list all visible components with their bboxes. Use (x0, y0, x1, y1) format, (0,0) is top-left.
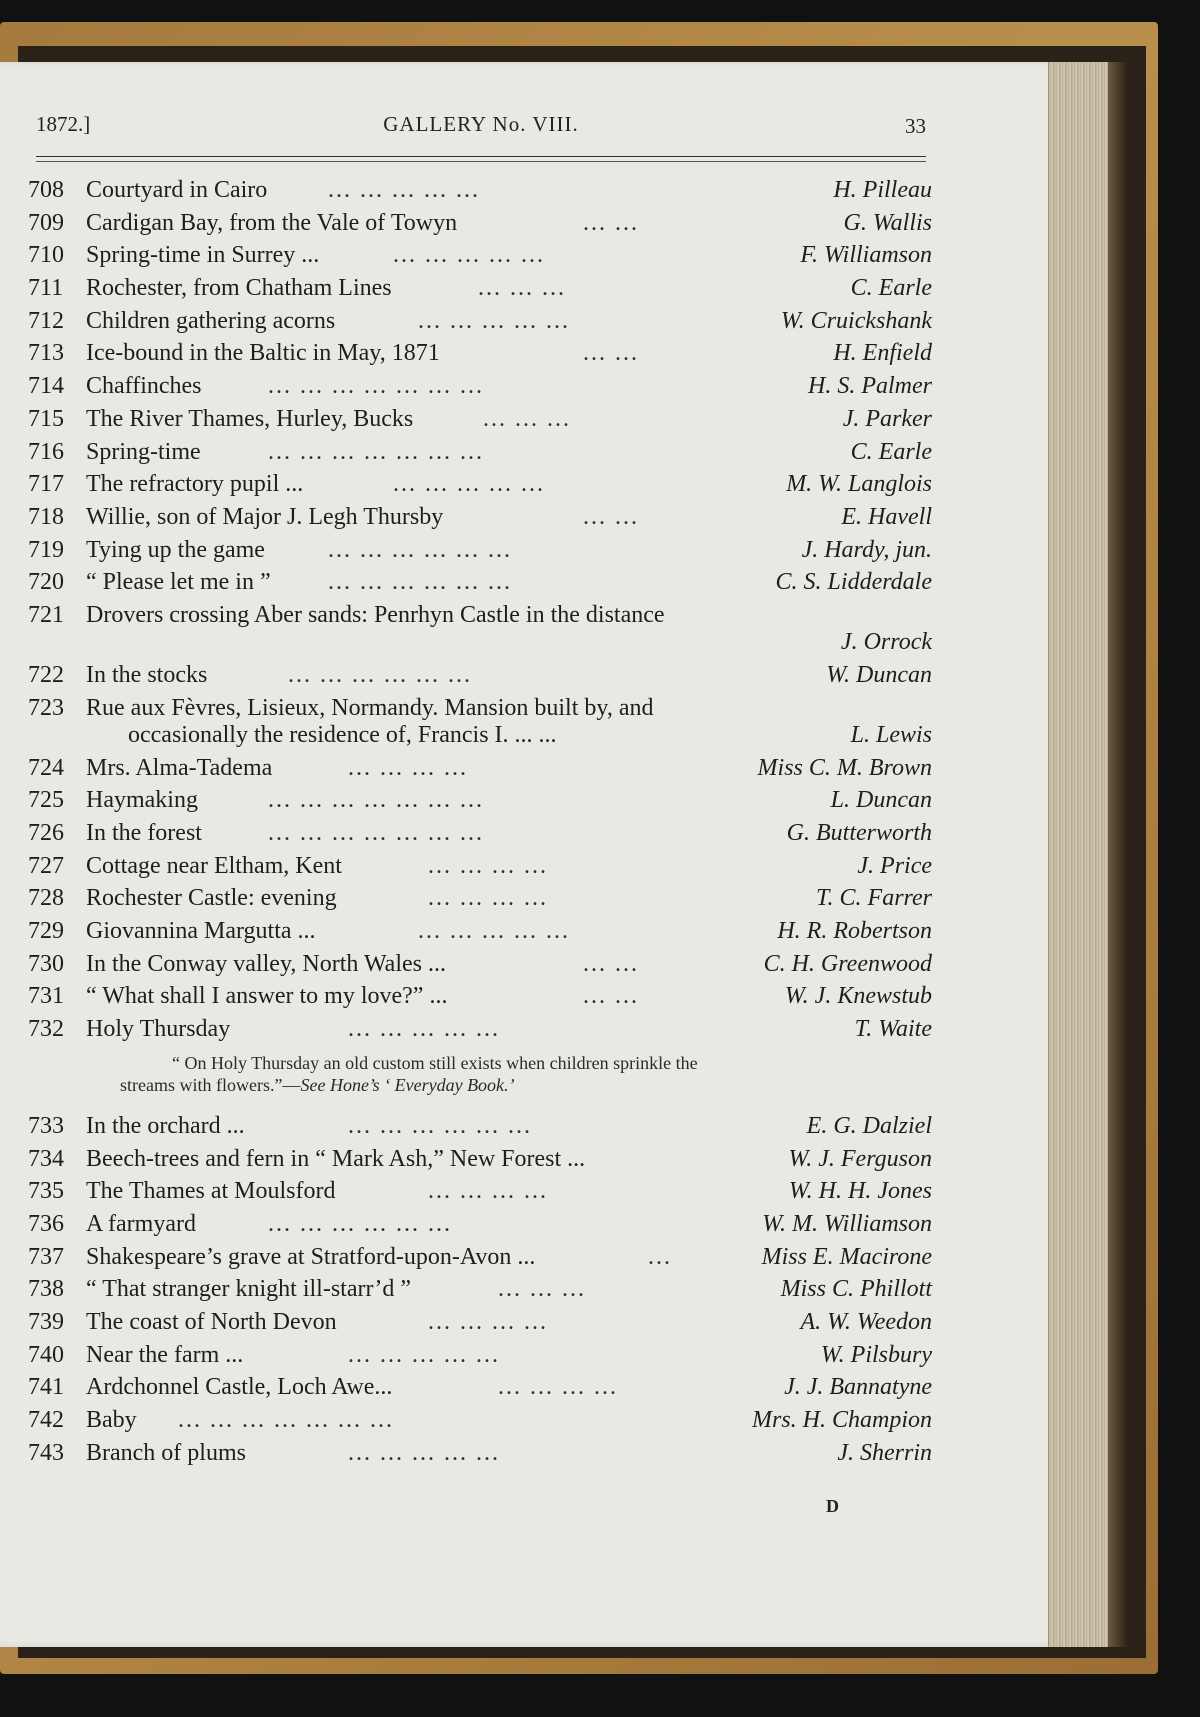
entry-title: Baby (86, 1407, 137, 1433)
entry-artist: J. Hardy, jun. (801, 536, 932, 563)
entry-title: The coast of North Devon (86, 1308, 337, 1335)
entry-number: 729 (28, 918, 64, 945)
entry-title: Chaffinches (86, 373, 202, 400)
catalogue-entry (28, 239, 932, 272)
entry-number: 740 (28, 1341, 64, 1368)
entry-artist: J. Parker (842, 405, 932, 432)
entry-artist: G. Butterworth (786, 820, 932, 846)
entry-artist: W. J. Ferguson (788, 1145, 932, 1172)
catalogue-entry (28, 1013, 932, 1046)
entry-artist: W. Pilsbury (820, 1341, 932, 1368)
entry-leader-dots: ... (648, 1243, 672, 1270)
entry-leader-dots: ... ... ... ... (348, 754, 468, 781)
entry-leader-dots: ... ... ... ... ... ... ... (268, 373, 484, 400)
entry-artist: L. Duncan (830, 787, 932, 814)
entry-number: 721 (28, 601, 64, 628)
entry-leader-dots: ... ... ... ... ... (418, 307, 570, 334)
entry-title: Tying up the game (86, 536, 265, 563)
entry-title: Children gathering acorns (86, 307, 336, 334)
entry-leader-dots: ... ... ... ... ... ... ... (268, 438, 484, 465)
catalogue-entry (28, 174, 932, 207)
entry-artist: W. J. Knewstub (784, 983, 932, 1010)
entry-title: “ What shall I answer to my love?” ... (86, 983, 448, 1010)
entry-title: Courtyard in Cairo (86, 177, 268, 203)
catalogue-entry (28, 1404, 932, 1437)
entry-artist: H. R. Robertson (777, 918, 932, 945)
entry-leader-dots: ... ... ... ... ... (348, 1439, 500, 1466)
entry-leader-dots: ... ... ... ... ... (393, 242, 545, 269)
entry-artist: C. S. Lidderdale (775, 569, 932, 596)
entry-leader-dots: ... ... ... ... (498, 1374, 618, 1401)
entry-number: 732 (28, 1016, 64, 1043)
entry-leader-dots: ... ... ... (483, 405, 571, 432)
entry-title: In the forest (86, 820, 202, 846)
catalogue-entry (28, 370, 932, 403)
entry-leader-dots: ... ... ... (478, 275, 566, 302)
entry-leader-dots: ... ... ... ... (428, 852, 548, 879)
entry-artist: C. Earle (850, 438, 932, 465)
entry-number: 713 (28, 340, 64, 367)
entry-title: Haymaking (86, 787, 198, 814)
catalogue-entry (28, 272, 932, 305)
entry-artist: L. Lewis (850, 721, 932, 748)
catalogue-entry (28, 534, 932, 567)
entry-list-c (28, 1110, 932, 1470)
catalogue-entry (28, 468, 932, 501)
entry-title: Willie, son of Major J. Legh Thursby (86, 503, 444, 530)
entry-leader-dots: ... ... ... ... (428, 1178, 548, 1205)
entry-list-a (28, 174, 932, 599)
entry-title: Mrs. Alma-Tadema (86, 754, 273, 781)
entry-artist: W. H. H. Jones (788, 1178, 932, 1205)
entry-title: Near the farm ... (86, 1341, 244, 1368)
entry-leader-dots: ... ... ... ... ... ... (268, 1210, 452, 1237)
entry-number: 715 (28, 405, 64, 432)
entry-leader-dots: ... ... ... ... ... ... (328, 536, 512, 563)
catalogue-entry (28, 692, 932, 752)
entry-number: 717 (28, 471, 64, 498)
entry-title: Ice-bound in the Baltic in May, 1871 (86, 340, 440, 367)
entry-number: 723 (28, 694, 64, 721)
entry-artist: J. Price (857, 852, 932, 879)
entry-title: Ardchonnel Castle, Loch Awe... (86, 1374, 393, 1401)
entry-title: Drovers crossing Aber sands: Penrhyn Castle in the distance (86, 601, 665, 628)
entry-artist: F. Williamson (800, 242, 932, 269)
entry-number: 722 (28, 661, 64, 688)
entry-leader-dots: ... ... ... ... ... ... (288, 661, 472, 688)
header-rule (36, 156, 926, 162)
entry-leader-dots: ... ... (583, 950, 639, 977)
entry-leader-dots: ... ... ... ... ... ... ... (268, 820, 484, 846)
catalogue-entry (28, 659, 932, 692)
entry-leader-dots: ... ... ... ... ... (418, 918, 570, 945)
entry-artist: T. C. Farrer (815, 885, 932, 912)
header-year: 1872.] (36, 112, 91, 136)
catalogue-entry (28, 1371, 932, 1404)
catalogue-entry (28, 882, 932, 915)
entry-number: 716 (28, 438, 64, 465)
catalogue-entry (28, 566, 932, 599)
page-shadow-edge (1108, 62, 1128, 1647)
entry-leader-dots: ... ... ... ... (428, 1308, 548, 1335)
entry-title: Spring-time in Surrey ... (86, 242, 320, 269)
entry-title: Cardigan Bay, from the Vale of Towyn (86, 209, 458, 236)
entry-number: 743 (28, 1439, 64, 1466)
entry-number: 710 (28, 242, 64, 269)
catalogue-entry (28, 1143, 932, 1176)
entry-leader-dots: ... ... ... ... ... (348, 1341, 500, 1368)
entry-artist: Mrs. H. Champion (751, 1407, 932, 1433)
entry-number: 739 (28, 1308, 64, 1335)
catalogue-entry (28, 501, 932, 534)
entry-title: Rue aux Fèvres, Lisieux, Normandy. Mansion built by, and (86, 694, 654, 721)
catalogue-entry (28, 817, 932, 850)
entry-artist: J. Orrock (840, 628, 932, 655)
entry-artist: H. Enfield (833, 340, 932, 367)
quote-line-1: “ On Holy Thursday an old custom still exists when children sprinkle the (172, 1052, 698, 1073)
entry-leader-dots: ... ... ... ... ... ... (348, 1112, 532, 1139)
entry-artist: W. Cruickshank (780, 307, 932, 334)
catalogue-entry (28, 1241, 932, 1274)
entry-title: Branch of plums (86, 1439, 246, 1466)
quote-line-2-text: streams with flowers.”— (120, 1074, 301, 1095)
catalogue-entries (28, 174, 932, 1469)
catalogue-entry (28, 1175, 932, 1208)
entry-artist: G. Wallis (843, 209, 932, 236)
entry-artist: A. W. Weedon (800, 1308, 932, 1335)
entry-title: In the stocks (86, 661, 208, 688)
entry-leader-dots: ... ... ... ... ... ... ... (268, 787, 484, 814)
entry-leader-dots: ... ... ... (498, 1276, 586, 1303)
entry-artist: Miss C. Phillott (780, 1276, 932, 1303)
catalogue-entry (28, 948, 932, 981)
entry-leader-dots: ... ... (583, 503, 639, 530)
entry-title: A farmyard (86, 1210, 196, 1237)
entry-title-continued: occasionally the residence of, Francis I. ... ... (128, 721, 557, 748)
entry-number: 727 (28, 852, 64, 879)
catalogue-entry (28, 1437, 932, 1470)
entry-title: “ Please let me in ” (86, 569, 271, 596)
entry-number: 742 (28, 1407, 64, 1433)
entry-title: In the Conway valley, North Wales ... (86, 950, 446, 977)
running-header (36, 112, 926, 152)
entry-title: The Thames at Moulsford (86, 1178, 336, 1205)
entry-artist: E. Havell (841, 503, 932, 530)
quote-line-2 (120, 1075, 515, 1095)
entry-leader-dots: ... ... (583, 209, 639, 236)
entry-number: 725 (28, 787, 64, 814)
entry-title: In the orchard ... (86, 1112, 245, 1139)
entry-title: Rochester Castle: evening (86, 885, 337, 912)
entry-number: 709 (28, 209, 64, 236)
entry-leader-dots: ... ... ... ... (428, 885, 548, 912)
catalogue-entry (28, 1306, 932, 1339)
header-gallery-title: GALLERY No. VIII. (383, 112, 579, 136)
catalogue-entry (28, 980, 932, 1013)
entry-title: The River Thames, Hurley, Bucks (86, 405, 414, 432)
entry-number: 736 (28, 1210, 64, 1237)
entry-number: 728 (28, 885, 64, 912)
entry-number: 733 (28, 1112, 64, 1139)
catalogue-entry (28, 915, 932, 948)
entry-number: 741 (28, 1374, 64, 1401)
entry-number: 737 (28, 1243, 64, 1270)
entry-number: 731 (28, 983, 64, 1010)
entry-artist: E. G. Dalziel (806, 1112, 932, 1139)
entry-artist: H. Pilleau (833, 177, 932, 203)
footnote-quote (28, 1046, 932, 1110)
page-number: 33 (905, 114, 926, 138)
entry-number: 718 (28, 503, 64, 530)
entry-artist: W. Duncan (826, 661, 932, 688)
catalogue-entry (28, 403, 932, 436)
entry-number: 724 (28, 754, 64, 781)
entry-title: Spring-time (86, 438, 201, 465)
entry-number: 712 (28, 307, 64, 334)
entry-leader-dots: ... ... ... ... ... ... ... (178, 1407, 394, 1433)
catalogue-entry (28, 599, 932, 659)
entry-title: Giovannina Margutta ... (86, 918, 316, 945)
catalogue-entry (28, 207, 932, 240)
catalogue-entry (28, 850, 932, 883)
entry-number: 720 (28, 569, 64, 596)
entry-leader-dots: ... ... ... ... ... (348, 1016, 500, 1043)
catalogue-entry (28, 305, 932, 338)
catalogue-entry (28, 1208, 932, 1241)
entry-artist: H. S. Palmer (808, 373, 932, 400)
entry-artist: M. W. Langlois (786, 471, 932, 498)
catalogue-entry (28, 784, 932, 817)
entry-number: 708 (28, 177, 64, 203)
entry-title: Holy Thursday (86, 1016, 231, 1043)
entry-artist: T. Waite (854, 1016, 932, 1043)
entry-title: The refractory pupil ... (86, 471, 304, 498)
catalogue-entry (28, 1110, 932, 1143)
entry-number: 719 (28, 536, 64, 563)
entry-title: Cottage near Eltham, Kent (86, 852, 342, 879)
signature-mark: D (826, 1496, 839, 1516)
entry-title: Rochester, from Chatham Lines (86, 275, 392, 302)
entry-artist: J. Sherrin (837, 1439, 932, 1466)
entry-artist: W. M. Williamson (762, 1210, 932, 1237)
entry-artist: Miss C. M. Brown (757, 754, 932, 781)
entry-leader-dots: ... ... (583, 340, 639, 367)
entry-number: 730 (28, 950, 64, 977)
entry-artist: C. Earle (850, 275, 932, 302)
entry-number: 726 (28, 820, 64, 846)
entry-leader-dots: ... ... (583, 983, 639, 1010)
entry-title: Shakespeare’s grave at Stratford-upon-Avon ... (86, 1243, 536, 1270)
page-fore-edge (1048, 62, 1115, 1647)
entry-number: 711 (28, 275, 64, 302)
entry-title: Beech-trees and fern in “ Mark Ash,” New Forest ... (86, 1145, 586, 1172)
entry-leader-dots: ... ... ... ... ... (393, 471, 545, 498)
catalogue-entry (28, 1339, 932, 1372)
entry-artist: J. J. Bannatyne (784, 1374, 932, 1401)
entry-number: 714 (28, 373, 64, 400)
entry-artist: Miss E. Macirone (761, 1243, 932, 1270)
entry-number: 735 (28, 1178, 64, 1205)
entry-title: “ That stranger knight ill-starr’d ” (86, 1276, 412, 1303)
catalogue-entry (28, 436, 932, 469)
entry-leader-dots: ... ... ... ... ... (328, 177, 480, 203)
catalogue-entry (28, 337, 932, 370)
catalogue-entry (28, 1273, 932, 1306)
entry-leader-dots: ... ... ... ... ... ... (328, 569, 512, 596)
entry-number: 734 (28, 1145, 64, 1172)
entry-number: 738 (28, 1276, 64, 1303)
quote-source: See Hone’s ‘ Everyday Book.’ (300, 1074, 515, 1095)
catalogue-entry (28, 752, 932, 785)
entry-list-b (28, 752, 932, 1046)
entry-artist: C. H. Greenwood (763, 950, 932, 977)
